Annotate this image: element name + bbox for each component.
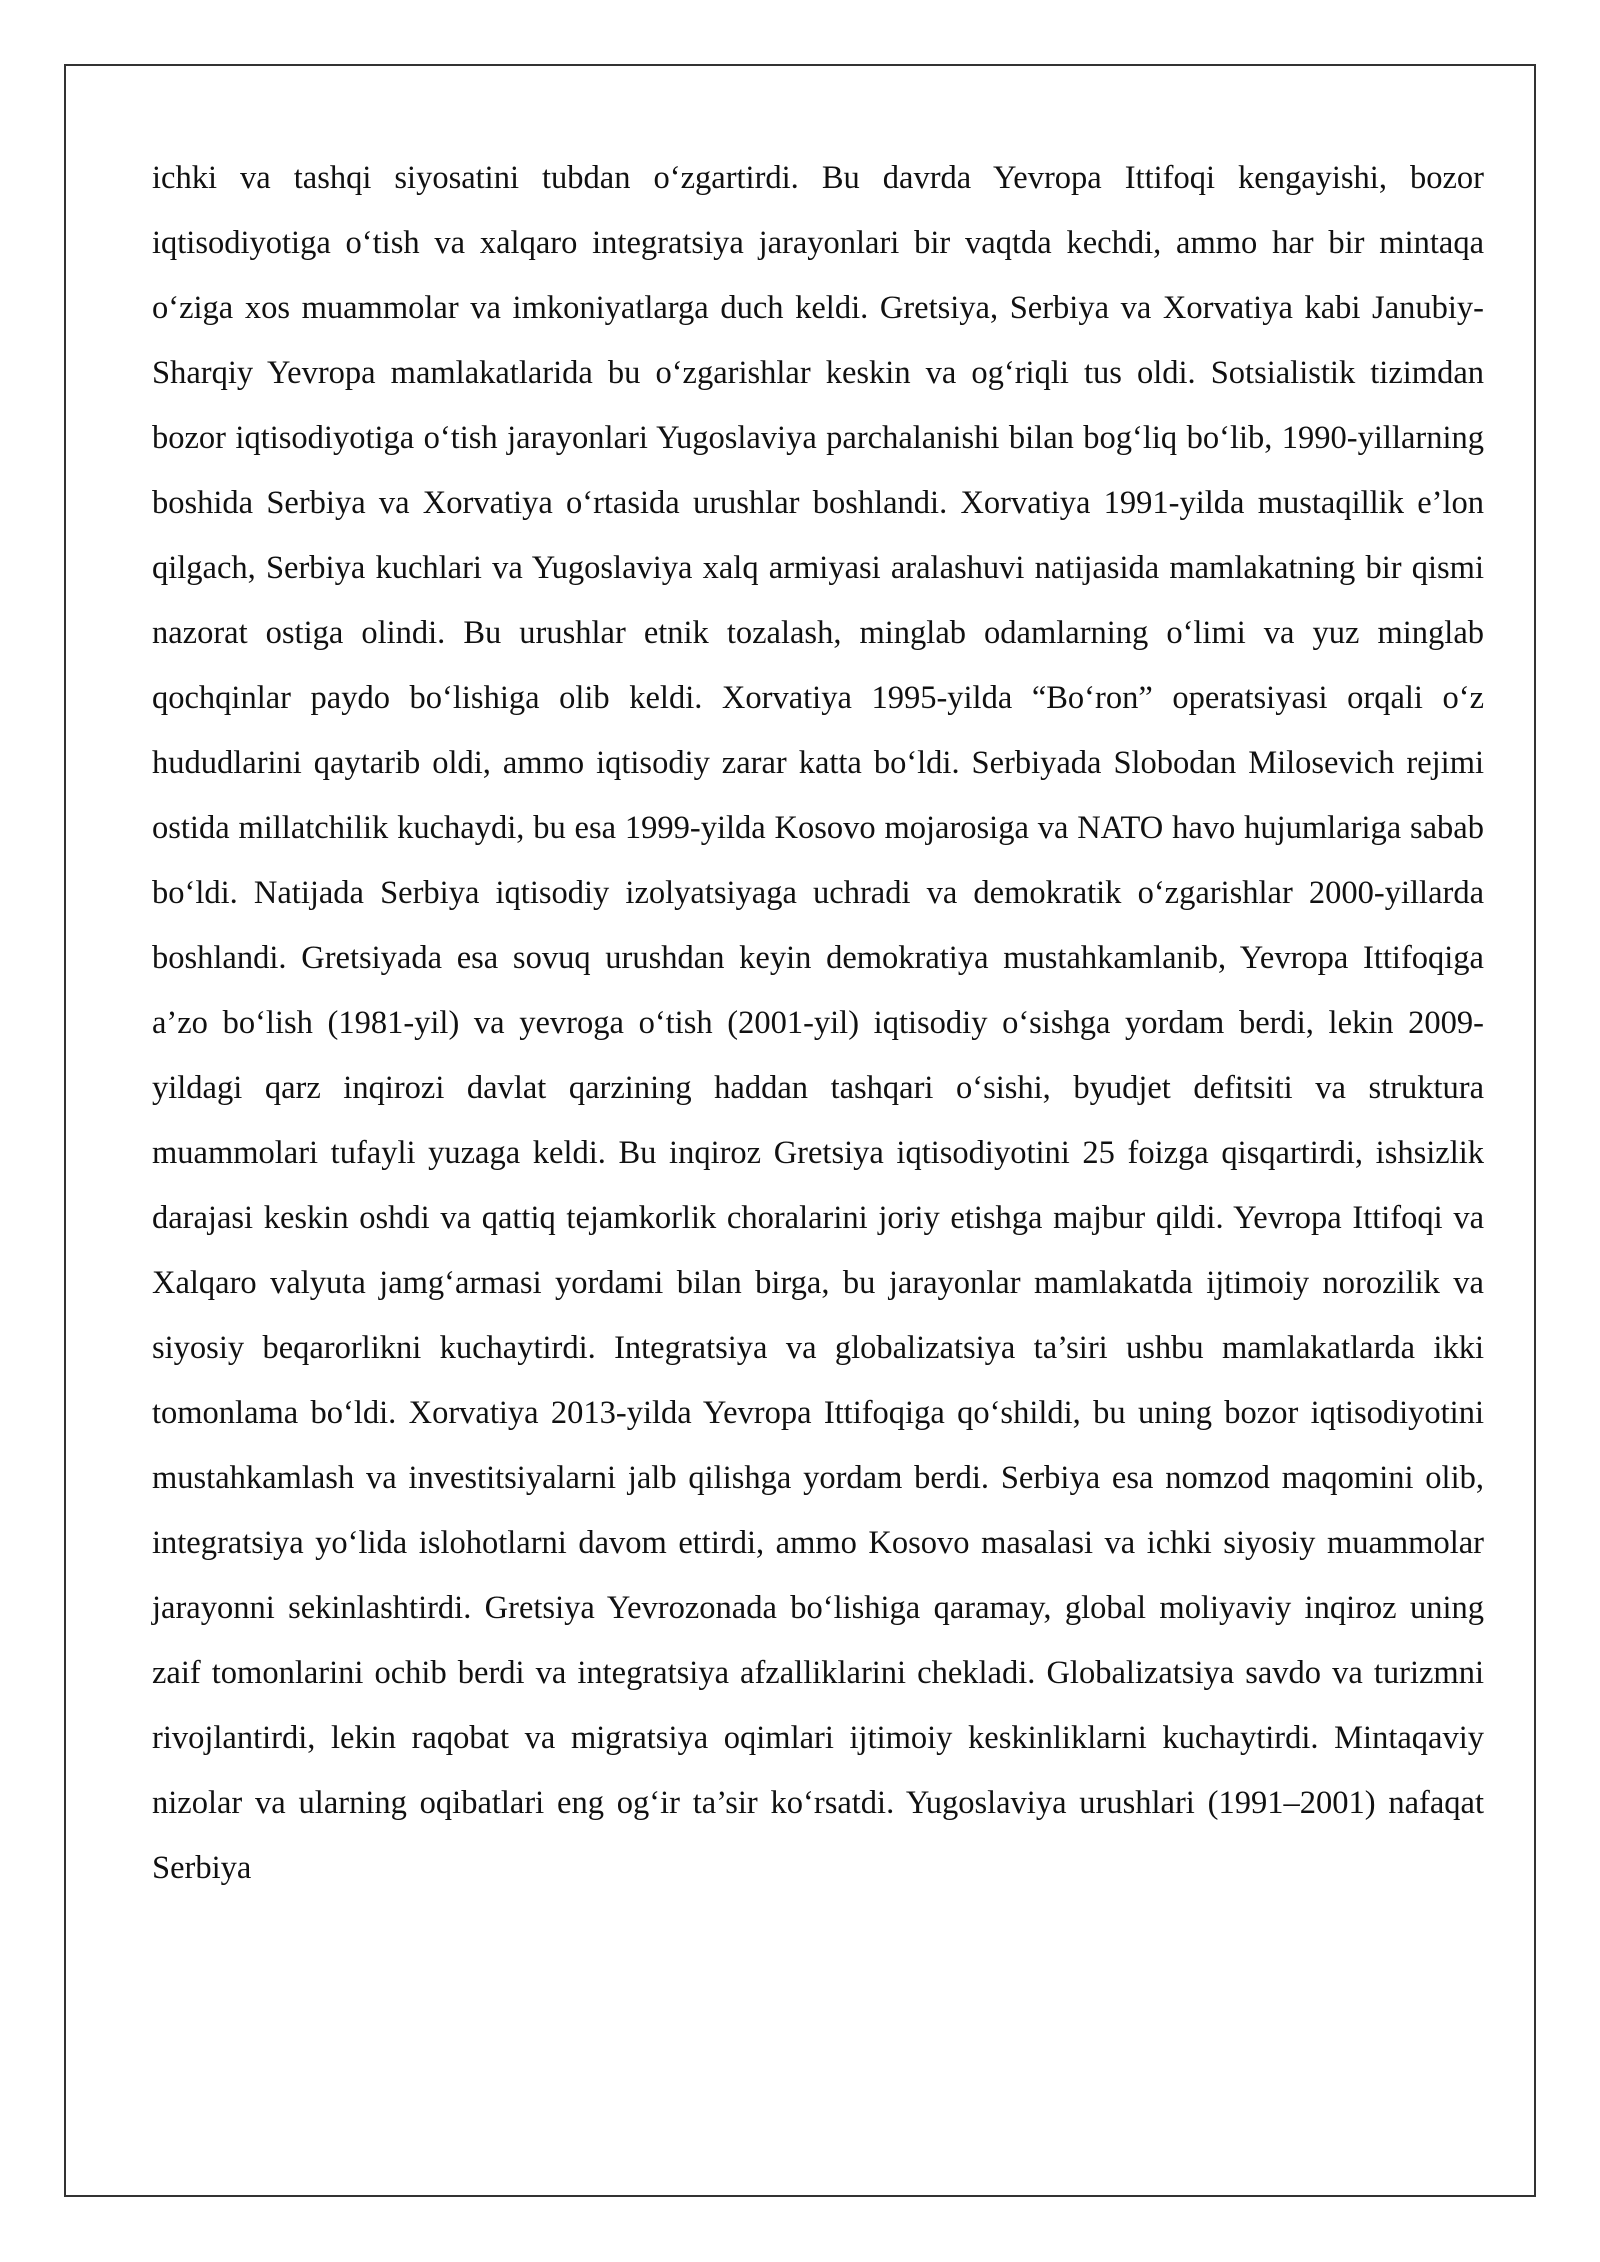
body-paragraph: ichki va tashqi siyosatini tubdan o‘zgartirdi. Bu davrda Yevropa Ittifoqi kengayishi, bozor iqtisodiyotiga o‘tish va xalqaro integratsiya jarayonlari bir vaqtda kechdi, ammo har bir mintaqa o‘ziga xos muammolar va imkoniyatlarga duch keldi. Gretsiya, Serbiya va Xorvatiya kabi Janubiy-Sharqiy Yevropa mamlakatlarida bu o‘zgarishlar keskin va og‘riqli tus oldi. Sotsialistik tizimdan bozor iqtisodiyotiga o‘tish jarayonlari Yugoslaviya parchalanishi bilan bog‘liq bo‘lib, 1990-yillarning boshida Serbiya va Xorvatiya o‘rtasida urushlar boshlandi. Xorvatiya 1991-yilda mustaqillik e’lon qilgach, Serbiya kuchlari va Yugoslaviya xalq armiyasi aralashuvi natijasida mamlakatning bir qismi nazorat ostiga olindi. Bu urushlar etnik tozalash, minglab odamlarning o‘limi va yuz minglab qochqinlar paydo bo‘lishiga olib keldi. Xorvatiya 1995-yilda “Bo‘ron” operatsiyasi orqali o‘z hududlarini qaytarib oldi, ammo iqtisodiy zarar katta bo‘ldi. Serbiyada Slobodan Milosevich rejimi ostida millatchilik kuchaydi, bu esa 1999-yilda Kosovo mojarosiga va NATO havo hujumlariga sabab bo‘ldi. Natijada Serbiya iqtisodiy izolyatsiyaga uchradi va demokratik o‘zgarishlar 2000-yillarda boshlandi. Gretsiyada esa sovuq urushdan keyin demokratiya mustahkamlanib, Yevropa Ittifoqiga a’zo bo‘lish (1981-yil) va yevroga o‘tish (2001-yil) iqtisodiy o‘sishga yordam berdi, lekin 2009-yildagi qarz inqirozi davlat qarzining haddan tashqari o‘sishi, byudjet defitsiti va struktura muammolari tufayli yuzaga keldi. Bu inqiroz Gretsiya iqtisodiyotini 25 foizga qisqartirdi, ishsizlik darajasi keskin oshdi va qattiq tejamkorlik choralarini joriy etishga majbur qildi. Yevropa Ittifoqi va Xalqaro valyuta jamg‘armasi yordami bilan birga, bu jarayonlar mamlakatda ijtimoiy norozilik va siyosiy beqarorlikni kuchaytirdi. Integratsiya va globalizatsiya ta’siri ushbu mamlakatlarda ikki tomonlama bo‘ldi. Xorvatiya 2013-yilda Yevropa Ittifoqiga qo‘shildi, bu uning bozor iqtisodiyotini mustahkamlash va investitsiyalarni jalb qilishga yordam berdi. Serbiya esa nomzod maqomini olib, integratsiya yo‘lida islohotlarni davom ettirdi, ammo Kosovo masalasi va ichki siyosiy muammolar jarayonni sekinlashtirdi. Gretsiya Yevrozonada bo‘lishiga qaramay, global moliyaviy inqiroz uning zaif tomonlarini ochib berdi va integratsiya afzalliklarini chekladi. Globalizatsiya savdo va turizmni rivojlantirdi, lekin raqobat va migratsiya oqimlari ijtimoiy keskinliklarni kuchaytirdi. Mintaqaviy nizolar va ularning oqibatlari eng og‘ir ta’sir ko‘rsatdi. Yugoslaviya urushlari (1991–2001) nafaqat Serbiya — [152, 160, 1484, 1886]
